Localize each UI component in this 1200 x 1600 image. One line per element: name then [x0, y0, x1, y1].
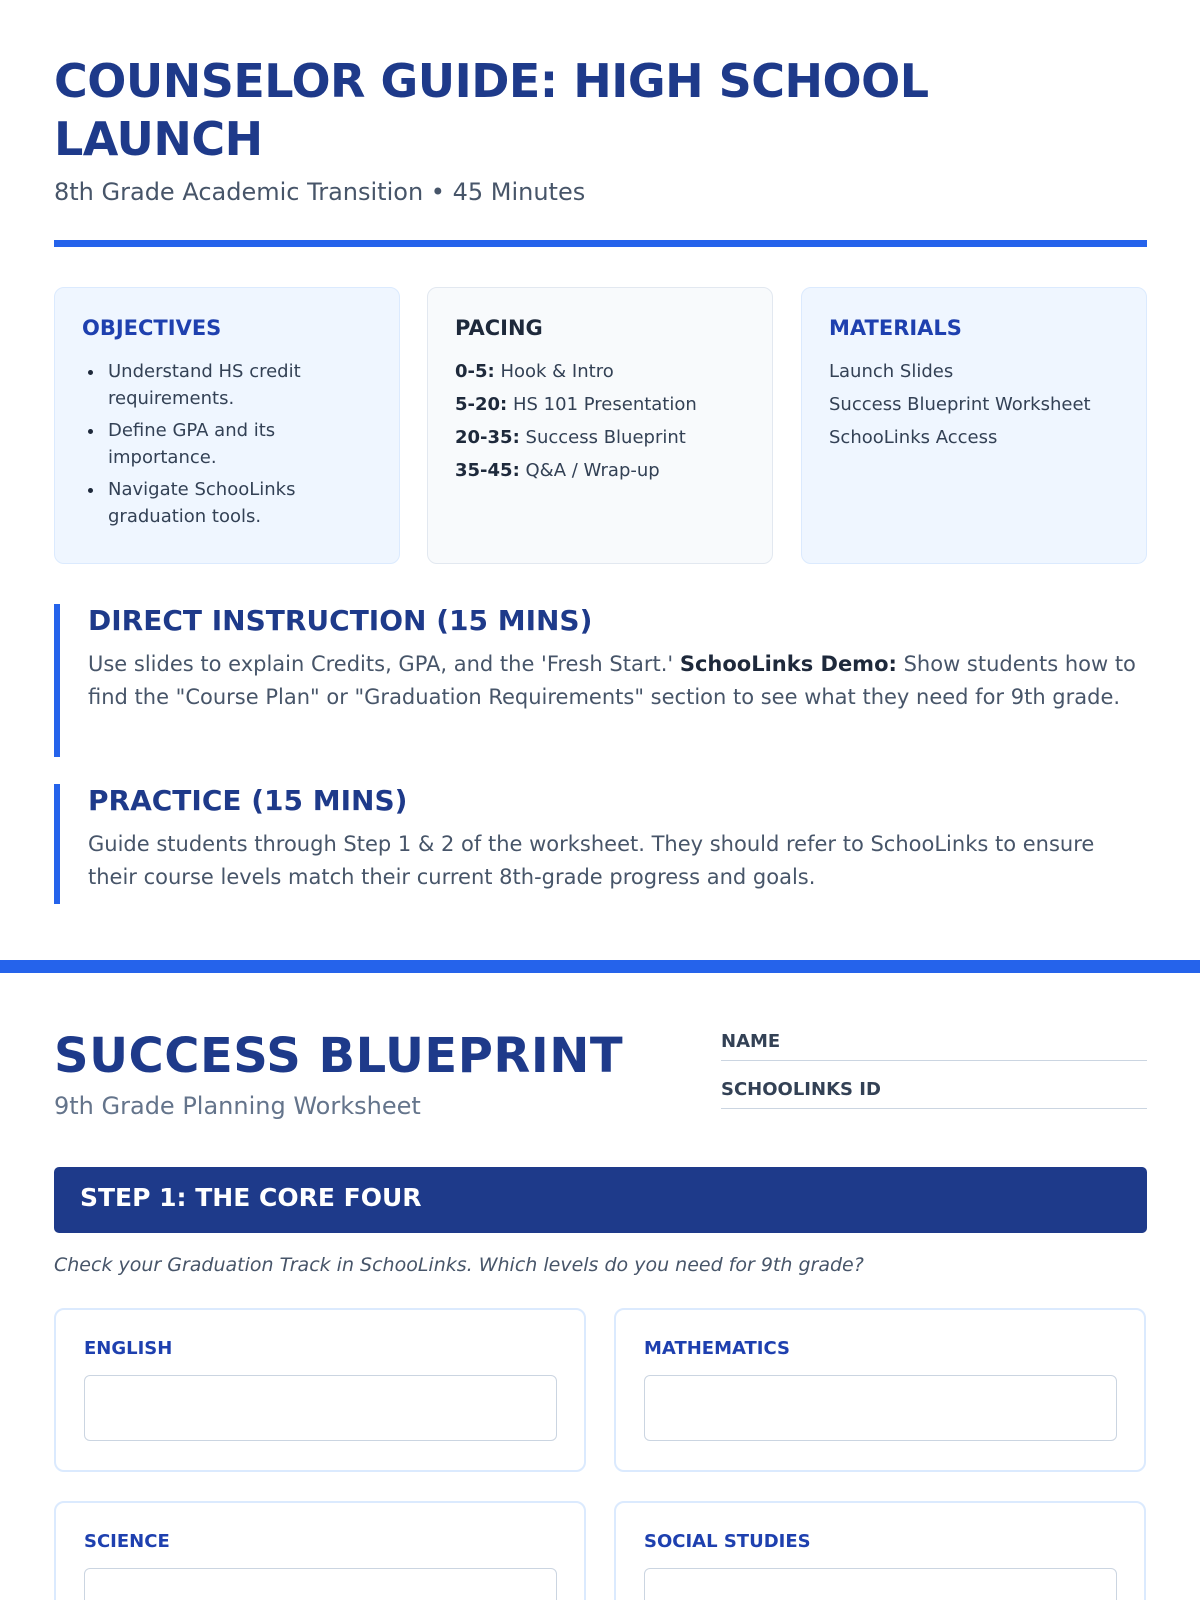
- direct-instruction-text-cont: Show students how to find the "Course Plan" or "Graduation Requirements" section to see what they need for 9th grade.: [88, 652, 1136, 709]
- page-title: COUNSELOR GUIDE: HIGH SCHOOL LAUNCH: [54, 54, 929, 166]
- material-item: Success Blueprint Worksheet: [829, 394, 1091, 415]
- step1-header: STEP 1: THE CORE FOUR: [54, 1167, 1147, 1233]
- direct-instruction-text: Use slides to explain Credits, GPA, and the 'Fresh Start.': [88, 652, 680, 676]
- pacing-list: [455, 358, 746, 484]
- practice-section: [54, 784, 1147, 904]
- pacing-activity: Hook & Intro: [500, 361, 614, 382]
- pacing-item: [455, 358, 746, 385]
- title-rule: [54, 240, 1147, 247]
- pacing-time: 5-20:: [455, 394, 508, 415]
- step1-instruction: Check your Graduation Track in SchooLinks. Which levels do you need for 9th grade?: [54, 1254, 864, 1276]
- objectives-card: [54, 287, 400, 564]
- direct-instruction-body: [88, 648, 1147, 714]
- schoolinks-id-field[interactable]: [721, 1075, 1147, 1109]
- practice-heading: PRACTICE (15 MINS): [88, 784, 408, 817]
- objective-item: Understand HS credit requirements.: [82, 358, 373, 412]
- mathematics-label: MATHEMATICS: [644, 1338, 791, 1359]
- schoolinks-id-label: SCHOOLINKS ID: [721, 1079, 881, 1100]
- materials-list: [829, 358, 1120, 451]
- pacing-activity: HS 101 Presentation: [512, 394, 697, 415]
- science-card: [54, 1501, 586, 1600]
- page-subtitle: 8th Grade Academic Transition • 45 Minutes: [54, 178, 586, 206]
- direct-instruction-heading: DIRECT INSTRUCTION (15 MINS): [88, 604, 593, 637]
- objectives-list: [82, 358, 373, 530]
- overview-cards: [54, 287, 1147, 564]
- page-divider: [0, 960, 1200, 973]
- materials-heading: MATERIALS: [829, 316, 962, 340]
- material-item: Launch Slides: [829, 361, 954, 382]
- pacing-activity: Q&A / Wrap-up: [525, 460, 660, 481]
- worksheet-title: SUCCESS BLUEPRINT: [54, 1028, 624, 1084]
- pacing-item: [455, 424, 746, 451]
- science-label: SCIENCE: [84, 1531, 170, 1552]
- practice-body: Guide students through Step 1 & 2 of the worksheet. They should refer to SchooLinks to ensure their course levels match their current 8th-grade progress and goals.: [88, 832, 1095, 889]
- mathematics-input[interactable]: [644, 1375, 1117, 1441]
- direct-instruction-section: [54, 604, 1147, 757]
- pacing-time: 0-5:: [455, 361, 495, 382]
- objective-item: Define GPA and its importance.: [82, 417, 373, 471]
- pacing-heading: PACING: [455, 316, 543, 340]
- name-field[interactable]: [721, 1027, 1147, 1061]
- pacing-item: [455, 457, 746, 484]
- social-studies-label: SOCIAL STUDIES: [644, 1531, 811, 1552]
- objective-item: Navigate SchooLinks graduation tools.: [82, 476, 373, 530]
- objectives-heading: OBJECTIVES: [82, 316, 222, 340]
- material-item: SchooLinks Access: [829, 427, 998, 448]
- pacing-item: [455, 391, 746, 418]
- pacing-activity: Success Blueprint: [525, 427, 686, 448]
- social-studies-input[interactable]: [644, 1568, 1117, 1600]
- english-input[interactable]: [84, 1375, 557, 1441]
- english-card: [54, 1308, 586, 1472]
- social-studies-card: [614, 1501, 1146, 1600]
- pacing-time: 35-45:: [455, 460, 520, 481]
- pacing-time: 20-35:: [455, 427, 520, 448]
- worksheet-subtitle: 9th Grade Planning Worksheet: [54, 1092, 421, 1120]
- materials-card: [801, 287, 1147, 564]
- name-label: NAME: [721, 1031, 781, 1052]
- mathematics-card: [614, 1308, 1146, 1472]
- science-input[interactable]: [84, 1568, 557, 1600]
- english-label: ENGLISH: [84, 1338, 173, 1359]
- schoolinks-demo-label: SchooLinks Demo:: [679, 652, 897, 676]
- pacing-card: [427, 287, 773, 564]
